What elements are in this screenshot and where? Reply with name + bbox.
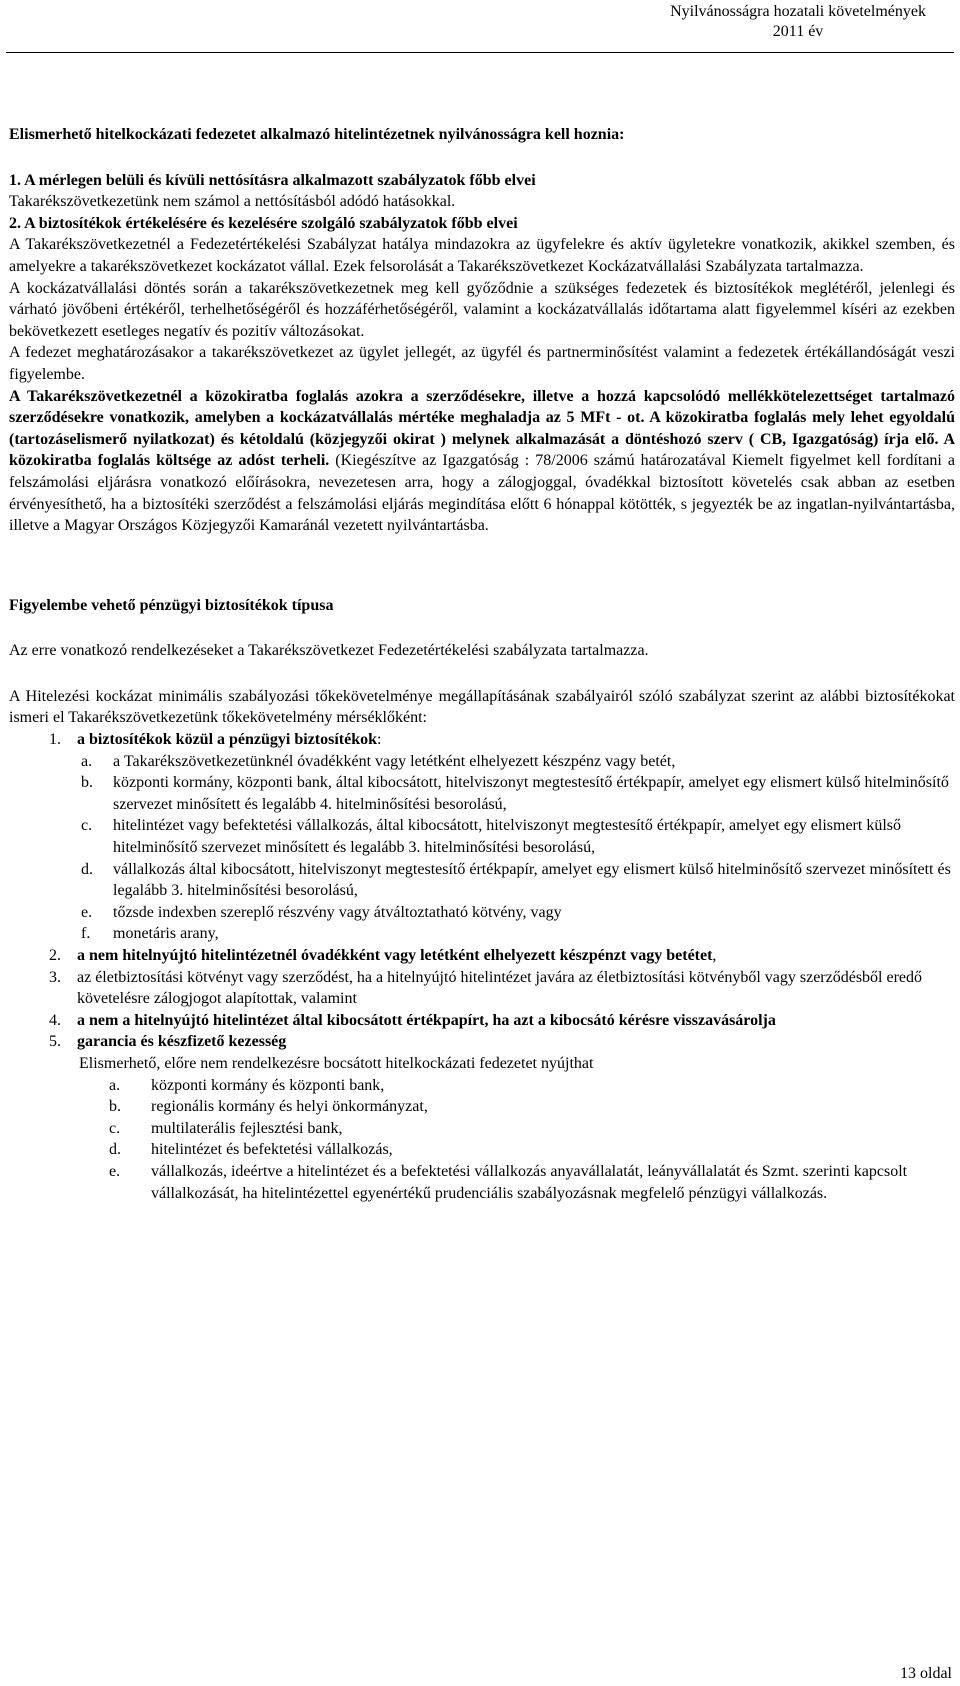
sub-list-item	[9, 772, 955, 815]
list-item	[9, 967, 955, 1010]
list-item	[9, 1010, 955, 1032]
list-item-text: a nem hitelnyújtó hitelintézetnél óvadékként vagy letétként elhelyezett készpénzt vagy betétet	[77, 947, 713, 964]
guarantee-intro: Elismerhető, előre nem rendelkezésre bocsátott hitelkockázati fedezetet nyújthat	[79, 1054, 594, 1072]
sub-list-letter: a.	[109, 1076, 121, 1094]
list-item	[9, 1031, 955, 1053]
sub-list-item	[9, 923, 955, 945]
collateral-list	[9, 729, 955, 1204]
section-3-title: Figyelembe vehető pénzügyi biztosítékok típusa	[9, 596, 334, 614]
section-3-paragraph-2: A Hitelezési kockázat minimális szabályozási tőkekövetelménye megállapításának szabályairól szóló szabályzat szerint az alábbi biztosítékokat ismeri el Takarékszövetkezetünk tőkekövetelmény mérséklőként:	[9, 687, 955, 727]
page-header	[670, 2, 926, 42]
sub-list-item	[9, 1096, 955, 1118]
section-3-paragraph-1: Az erre vonatkozó rendelkezéseket a Takarékszövetkezet Fedezetértékelési szabályzata tartalmazza.	[9, 642, 649, 660]
list-item-text: a nem a hitelnyújtó hitelintézet által kibocsátott értékpapírt, ha azt a kibocsátó kérésre visszavásárolja	[77, 1011, 776, 1029]
page-number: 13 oldal	[900, 1665, 952, 1682]
sub-list-item	[9, 1161, 955, 1204]
section-1-text: Takarékszövetkezetünk nem számol a nettósításból adódó hatásokkal.	[9, 193, 456, 211]
list-item-number: 4.	[49, 1011, 61, 1029]
list-item-label: garancia és készfizető kezesség	[77, 1033, 287, 1051]
header-divider	[6, 52, 954, 53]
sub-list-letter: c.	[109, 1119, 121, 1137]
section-2-paragraph-1: A Takarékszövetkezetnél a Fedezetértékelési Szabályzat hatálya mindazokra az ügyfelekre és aktív ügyletekre vonatkozik, akikkel szemben, és amelyekre a takarékszövetkezet kockázatot vállal. Ezek felsorolását a Takarékszövetkezet Kockázatvállalási Szabályzata tartalmazza.	[9, 236, 955, 275]
sub-list-letter: b.	[81, 774, 93, 792]
section-2-paragraph-3: A fedezet meghatározásakor a takarékszövetkezet az ügylet jellegét, az ügyfél és partnerminősítést valamint a fedezetek értékállandóságát veszi figyelembe.	[9, 344, 955, 383]
list-item-colon: :	[377, 731, 382, 749]
intro-heading: Elismerhető hitelkockázati fedezetet alkalmazó hitelintézetnek nyilvánosságra kell hoznia:	[9, 126, 625, 143]
section-2-paragraph-4	[9, 386, 955, 537]
sub-list-text: vállalkozás által kibocsátott, hitelviszonyt megtestesítő értékpapír, amelyet egy elismert külső hitelminősítő szervezet minősített és legalább 3. hitelminősítési besorolású,	[113, 860, 951, 900]
sub-list-item	[9, 815, 955, 858]
sub-list-item	[9, 751, 955, 773]
list-item-number: 5.	[49, 1033, 61, 1051]
sub-list-letter: b.	[109, 1098, 121, 1116]
header-title: Nyilvánosságra hozatali követelmények	[670, 3, 926, 20]
list-item-number: 2.	[49, 947, 61, 964]
sub-list-letter: e.	[81, 903, 93, 921]
document-body	[9, 124, 955, 1204]
sub-list-item	[9, 902, 955, 924]
sub-list-text: hitelintézet vagy befektetési vállalkozás, által kibocsátott, hitelviszonyt megtestesítő értékpapír, amelyet egy elismert külső hitelminősítő szervezet minősített és legalább 3. hitelminősítési besorolású,	[113, 817, 901, 857]
sub-list-letter: d.	[109, 1141, 121, 1159]
list-item-end: ,	[712, 947, 717, 964]
sub-list-item	[9, 859, 955, 902]
sub-list-text: központi kormány és központi bank,	[151, 1076, 385, 1094]
sub-list-item	[9, 1139, 955, 1161]
section-1-title: 1. A mérlegen belüli és kívüli nettósításra alkalmazott szabályzatok főbb elvei	[9, 171, 536, 189]
list-item-number: 1.	[49, 731, 61, 749]
sub-list-text: a Takarékszövetkezetünknél óvadékként vagy letétként elhelyezett készpénz vagy betét,	[113, 752, 676, 770]
list-item	[9, 729, 955, 751]
sub-list-letter: d.	[81, 860, 93, 878]
list-item-text: az életbiztosítási kötvényt vagy szerződést, ha a hitelnyújtó hitelintézet javára az életbiztosítási kötvényből vagy szerződésből eredő követelésre zálogjogot alapítottak, valamint	[77, 968, 923, 1008]
sub-list-item	[9, 1075, 955, 1097]
sub-list-text: tőzsde indexben szereplő részvény vagy átváltoztatható kötvény, vagy	[113, 903, 562, 921]
sub-list-letter: a.	[81, 752, 93, 770]
sub-list-text: multilaterális fejlesztési bank,	[151, 1119, 343, 1137]
list-item-number: 3.	[49, 968, 61, 986]
sub-list-letter: e.	[109, 1162, 121, 1180]
board-resolution-note: (Kiegészítve az Igazgatóság : 78/2006 számú határozatával Kiemelt figyelmet kell fordítani a felszámolási eljárásra vonatkozó előírásokra, nevezetesen arra, hogy a zálogjoggal, óvadékkal biztosított követelés csak abban az esetben érvényesíthető, ha a biztosítéki szerződést a felszámolási eljárás megindítása előtt 6 hónappal kötötték, s jegyezték be az ingatlan-nyilvántartásba, illetve a Magyar Országos Közjegyzői Kamaránál vezetett nyilvántartásba.	[9, 452, 955, 535]
sub-list-text: központi kormány, központi bank, által kibocsátott, hitelviszonyt megtestesítő értékpapír, amelyet egy elismert külső hitelminősítő szervezet minősített és legalább 4. hitelminősítési besorolású,	[113, 774, 949, 813]
list-item	[9, 945, 955, 967]
sub-list-text: vállalkozás, ideértve a hitelintézet és a befektetési vállalkozás anyavállalatát, leányvállalatát és Szmt. szerinti kapcsolt vállalkozását, ha hitelintézettel egyenértékű prudenciális szabályozásnak megfelelő pénzügyi vállalkozás.	[151, 1162, 908, 1202]
sub-list-item	[9, 1118, 955, 1140]
sub-list-text: monetáris arany,	[113, 925, 219, 943]
sub-list-text: regionális kormány és helyi önkormányzat,	[151, 1098, 428, 1116]
section-2-title: 2. A biztosítékok értékelésére és kezelésére szolgáló szabályzatok főbb elvei	[9, 214, 518, 232]
sub-list-letter: c.	[81, 817, 93, 835]
sub-list-letter: f.	[81, 925, 91, 943]
header-year: 2011 év	[772, 23, 824, 40]
notarial-deed-rule: A Takarékszövetkezetnél a közokiratba foglalás azokra a szerződésekre, illetve a hozzá kapcsolódó mellékkötelezettséget tartalmazó szerződésekre vonatkozik, amelyben a kockázatvállalás mértéke meghaladja az 5 MFt - ot. A közokiratba foglalás mely lehet egyoldalú (tartozáselismerő nyilatkozat) és kétoldalú (közjegyzői okirat ) melynek alkalmazását a döntéshozó szerv ( CB, Igazgatóság) írja elő. A közokiratba foglalás költsége az adóst terheli.	[9, 387, 955, 470]
list-item-label: a biztosítékok közül a pénzügyi biztosítékok	[77, 731, 378, 749]
sub-list-text: hitelintézet és befektetési vállalkozás,	[151, 1141, 393, 1159]
section-2-paragraph-2: A kockázatvállalási döntés során a takarékszövetkezetnek meg kell győződnie a szükséges fedezetek és biztosítékok meglétéről, jelenlegi és várható jövőbeni értékéről, terhelhetőségéről és hozzáférhetőségéről, valamint a kockázatvállalás időtartama alatt figyelemmel kíséri az ezekben bekövetkezett esetleges negatív és pozitív változásokat.	[9, 279, 955, 340]
